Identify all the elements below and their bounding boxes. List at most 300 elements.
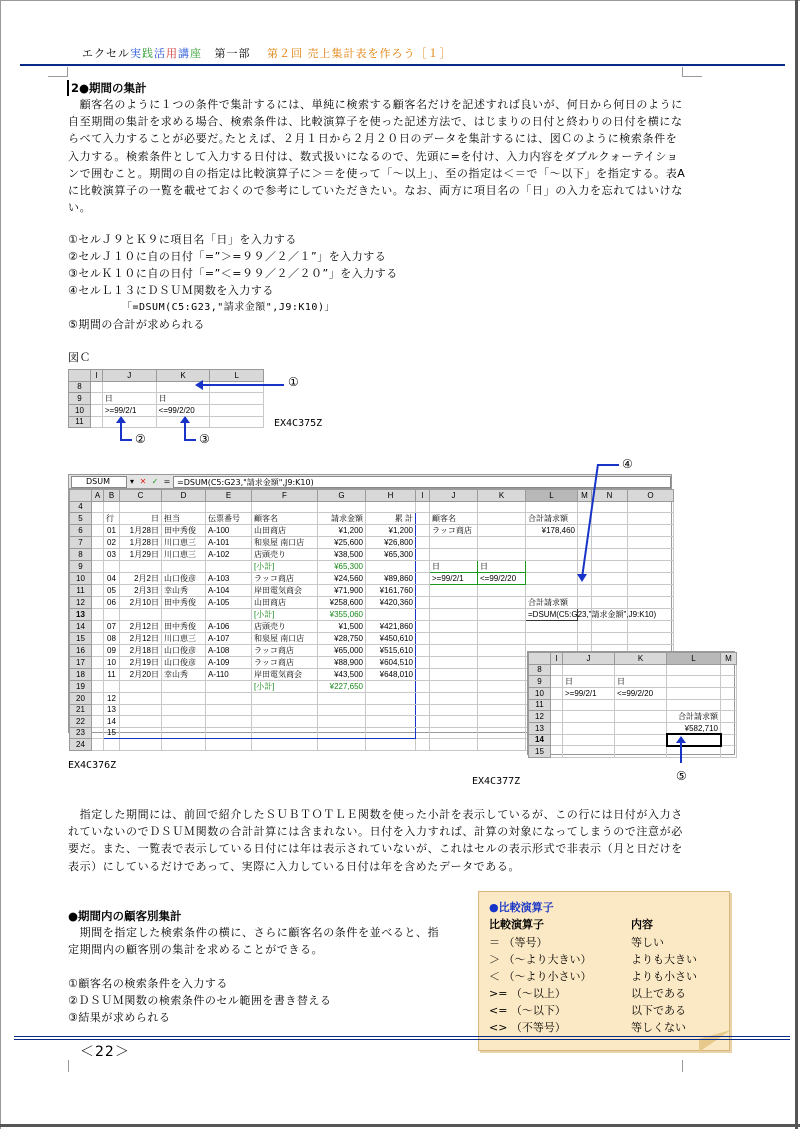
row-header[interactable]: 18 [70, 669, 92, 681]
cell[interactable] [206, 501, 252, 513]
step-3: ③セルＫ１０に自の日付「=”＜=９９／２／２０”」を入力する [68, 267, 398, 280]
operator-symbol: >= （～以上） [489, 987, 566, 1000]
cell[interactable] [563, 746, 615, 758]
table-row [529, 664, 737, 676]
step-2: ②セルＪ１０に自の日付「=”＞=９９／２／１”」を入力する [68, 250, 387, 263]
cell[interactable] [615, 711, 667, 723]
cell[interactable]: ¥26,800 [366, 537, 416, 549]
cell-k: <=99/2/20 [156, 405, 210, 417]
cell[interactable] [120, 681, 162, 693]
arrow-4-foot [597, 464, 619, 466]
cell[interactable]: ¥88,900 [318, 657, 366, 669]
cell[interactable] [563, 723, 615, 735]
cell[interactable] [615, 723, 667, 735]
formula-input[interactable]: =DSUM(C5:G23,"請求金額",J9:K10) [173, 476, 671, 488]
cell[interactable] [206, 681, 252, 693]
cell[interactable]: 2月18日 [120, 645, 162, 657]
cell[interactable] [206, 704, 252, 716]
cell[interactable]: 田中秀俊 [162, 597, 206, 609]
inset-spreadsheet [527, 651, 735, 755]
cell[interactable]: 08 [104, 633, 120, 645]
cell[interactable] [120, 609, 162, 621]
row-header[interactable]: 23 [70, 727, 92, 739]
col-header[interactable]: K [615, 653, 667, 665]
cell[interactable] [366, 693, 416, 705]
cell[interactable]: >=99/2/1 [563, 688, 615, 700]
arrow-3-foot [184, 439, 196, 441]
cell[interactable]: 合計請求額 [667, 711, 721, 723]
cell[interactable]: 田中秀俊 [162, 525, 206, 537]
cell[interactable]: 川口恵三 [162, 549, 206, 561]
cell[interactable]: 山田商店 [252, 597, 318, 609]
cell[interactable]: ¥604,510 [366, 657, 416, 669]
cell[interactable]: ¥89,860 [366, 573, 416, 585]
cell[interactable]: 03 [104, 549, 120, 561]
cell[interactable]: ¥227,650 [318, 681, 366, 693]
col-header[interactable]: L [667, 653, 721, 665]
cell[interactable]: ¥71,900 [318, 585, 366, 597]
cell[interactable]: ラッコ商店 [252, 657, 318, 669]
cell[interactable]: ¥355,060 [318, 609, 366, 621]
col-header[interactable]: D [162, 490, 206, 502]
row-header[interactable]: 24 [70, 739, 92, 751]
cell[interactable] [120, 501, 162, 513]
series-char: 座 [190, 47, 202, 60]
cell[interactable]: ¥648,010 [366, 669, 416, 681]
col-header: L [210, 370, 264, 382]
series-prefix: エクセル [82, 47, 130, 60]
cell[interactable]: A-101 [206, 537, 252, 549]
cell[interactable]: A-107 [206, 633, 252, 645]
cell[interactable] [104, 501, 120, 513]
row-header[interactable]: 8 [529, 664, 551, 676]
formula-cell[interactable]: =DSUM(C5:G23,"請求金額",J9:K10) [526, 609, 578, 621]
cell[interactable]: ¥178,460 [526, 525, 578, 537]
row-header[interactable]: 14 [529, 734, 551, 746]
crop-mark [682, 1060, 683, 1072]
row-header[interactable]: 13 [529, 723, 551, 735]
cell[interactable] [162, 501, 206, 513]
cell[interactable]: 店頭売り [252, 549, 318, 561]
cell[interactable]: A-108 [206, 645, 252, 657]
cell[interactable]: 行 [104, 513, 120, 525]
cell[interactable] [563, 734, 615, 746]
col-header[interactable]: A [92, 490, 104, 502]
table-row [70, 597, 674, 609]
cell[interactable]: 02 [104, 537, 120, 549]
cell[interactable]: ¥28,750 [318, 633, 366, 645]
row-header[interactable]: 4 [70, 501, 92, 513]
cell[interactable] [366, 727, 416, 739]
cell[interactable]: 顧客名 [252, 513, 318, 525]
operator-symbol: <= （～以下） [489, 1004, 566, 1017]
cell[interactable]: >=99/2/1 [430, 573, 478, 585]
cell[interactable] [366, 681, 416, 693]
cell[interactable] [206, 739, 252, 751]
cell[interactable]: 2月12日 [120, 621, 162, 633]
table-row [529, 746, 737, 758]
row-header[interactable]: 15 [529, 746, 551, 758]
cell[interactable] [120, 561, 162, 573]
cell[interactable] [667, 664, 721, 676]
cell[interactable]: [小計] [252, 561, 318, 573]
cell[interactable] [667, 676, 721, 688]
section-title: 2●期間の集計 [67, 80, 147, 96]
cell[interactable] [318, 693, 366, 705]
cell[interactable] [206, 727, 252, 739]
col-header[interactable]: J [430, 490, 478, 502]
cell[interactable]: 幸山秀 [162, 669, 206, 681]
cell[interactable]: 山口俊彦 [162, 657, 206, 669]
table-row [529, 688, 737, 700]
cell[interactable]: ¥65,300 [366, 549, 416, 561]
step-5: ⑤期間の合計が求められる [68, 318, 205, 331]
cell[interactable]: 13 [104, 704, 120, 716]
cell[interactable]: 14 [104, 716, 120, 728]
cell[interactable]: 川口恵三 [162, 537, 206, 549]
cell[interactable]: <=99/2/20 [478, 573, 526, 585]
arrow-2-head [116, 416, 126, 423]
operator-desc: 等しい [631, 936, 664, 949]
row-header[interactable]: 14 [70, 621, 92, 633]
cell[interactable]: 合計請求額 [526, 513, 578, 525]
step-1: ①セルＪ９とＫ９に項目名「日」を入力する [68, 233, 297, 246]
row-header[interactable]: 21 [70, 704, 92, 716]
cell[interactable] [206, 609, 252, 621]
col-header[interactable] [529, 653, 551, 665]
row-header[interactable]: 17 [70, 657, 92, 669]
marker-1: ① [288, 375, 299, 389]
row-header[interactable]: 10 [529, 688, 551, 700]
cell[interactable]: 請求金額 [318, 513, 366, 525]
cell-j: 日 [102, 393, 156, 405]
cell[interactable] [252, 704, 318, 716]
cell[interactable]: 2月12日 [120, 633, 162, 645]
cell[interactable]: ラッコ商店 [252, 573, 318, 585]
cell[interactable]: ラッコ商店 [430, 525, 478, 537]
col-header[interactable] [70, 490, 92, 502]
col-header[interactable]: N [592, 490, 628, 502]
cell[interactable] [162, 739, 206, 751]
cell-j [102, 416, 156, 428]
cell[interactable] [667, 734, 721, 746]
cell[interactable]: 12 [104, 693, 120, 705]
cell[interactable]: 累 計 [366, 513, 416, 525]
cell[interactable]: ¥515,610 [366, 645, 416, 657]
operator-desc: よりも小さい [631, 970, 697, 983]
cell[interactable]: [小計] [252, 609, 318, 621]
cell[interactable] [252, 727, 318, 739]
col-header[interactable]: H [366, 490, 416, 502]
cell[interactable] [252, 693, 318, 705]
table-row [70, 537, 674, 549]
cell[interactable] [366, 704, 416, 716]
cell[interactable] [615, 746, 667, 758]
row-header[interactable]: 12 [70, 597, 92, 609]
header-part: 第一部 [214, 47, 251, 60]
cell[interactable] [318, 739, 366, 751]
cell[interactable]: 2月3日 [120, 585, 162, 597]
cell[interactable]: ¥25,600 [318, 537, 366, 549]
cell[interactable] [366, 716, 416, 728]
figure-c-label: 図Ｃ [68, 351, 91, 364]
cell[interactable] [366, 561, 416, 573]
cell[interactable]: 日 [615, 676, 667, 688]
row-header[interactable]: 9 [70, 561, 92, 573]
col-header[interactable]: M [721, 653, 737, 665]
sheet-code: EX4C376Z [68, 760, 117, 771]
cell[interactable]: ¥43,500 [318, 669, 366, 681]
cell[interactable]: 2月2日 [120, 573, 162, 585]
cell[interactable]: <=99/2/20 [615, 688, 667, 700]
row-header[interactable]: 5 [70, 513, 92, 525]
body-paragraph: 指定した期間には、前回で紹介したＳＵＢＴＯＴＬＥ関数を使った小計を表示しているが、この行には日付が入力されていないのでＤＳＵＭ関数の合計計算には含まれない。日付を入力すれば、計算の対象になってしまうので注意が必要だ。また、一覧表で表示している日付には年は表示されていないが、これはセルの表示形式で非表示（月と日だけを表示）にしているだけであって、実際に入力している日付は年を含めたデータである。 [68, 808, 683, 873]
cell[interactable] [104, 609, 120, 621]
cell[interactable] [615, 699, 667, 711]
equals-icon: = [163, 477, 171, 486]
cell[interactable]: 山口俊彦 [162, 573, 206, 585]
cell[interactable]: 合計請求額 [526, 597, 578, 609]
cell[interactable] [104, 561, 120, 573]
crop-mark [682, 67, 702, 77]
operator-symbol: ＝ （等号） [489, 936, 548, 949]
crop-mark [68, 1060, 69, 1072]
row-header[interactable]: 6 [70, 525, 92, 537]
description-col-header: 内容 [631, 918, 653, 931]
col-header[interactable]: B [104, 490, 120, 502]
cell[interactable]: A-106 [206, 621, 252, 633]
row-header[interactable]: 10 [70, 573, 92, 585]
cell[interactable]: A-102 [206, 549, 252, 561]
header-chapter: 第２回 売上集計表を作ろう［１］ [267, 47, 452, 60]
cell[interactable]: ¥421,860 [366, 621, 416, 633]
cell[interactable] [120, 739, 162, 751]
cell[interactable]: ¥24,560 [318, 573, 366, 585]
cancel-icon[interactable]: ✕ [139, 477, 147, 486]
cell[interactable] [104, 681, 120, 693]
cell[interactable]: 山田商店 [252, 525, 318, 537]
row-header[interactable]: 7 [70, 537, 92, 549]
cell[interactable] [162, 561, 206, 573]
col-header[interactable]: F [252, 490, 318, 502]
row-header[interactable]: 16 [70, 645, 92, 657]
cell[interactable]: 11 [104, 669, 120, 681]
cell[interactable] [615, 734, 667, 746]
cell[interactable]: 2月20日 [120, 669, 162, 681]
cell[interactable] [318, 501, 366, 513]
section2-title: ●期間内の顧客別集計 [68, 909, 182, 923]
col-header[interactable]: O [628, 490, 674, 502]
cell[interactable]: 1月29日 [120, 549, 162, 561]
cell[interactable] [563, 664, 615, 676]
cell[interactable]: ¥65,000 [318, 645, 366, 657]
cell[interactable] [563, 699, 615, 711]
cell[interactable] [162, 704, 206, 716]
cell[interactable]: 07 [104, 621, 120, 633]
arrow-1-head [195, 380, 203, 390]
cell[interactable]: 担当 [162, 513, 206, 525]
cell[interactable] [206, 716, 252, 728]
cell[interactable] [162, 681, 206, 693]
cell[interactable] [206, 561, 252, 573]
cell[interactable]: ¥1,500 [318, 621, 366, 633]
cell[interactable]: ¥1,200 [318, 525, 366, 537]
col-header: J [102, 370, 156, 382]
cell[interactable]: ¥38,500 [318, 549, 366, 561]
table-row [529, 734, 737, 746]
operator-table-title: ●比較演算子 [489, 901, 554, 914]
cell[interactable]: A-100 [206, 525, 252, 537]
cell[interactable]: 岸田電気商会 [252, 585, 318, 597]
cell[interactable]: A-110 [206, 669, 252, 681]
cell[interactable]: 2月19日 [120, 657, 162, 669]
cell[interactable] [162, 609, 206, 621]
cell[interactable]: ¥161,760 [366, 585, 416, 597]
operator-symbol: <> （不等号） [489, 1021, 566, 1034]
cell[interactable]: 04 [104, 573, 120, 585]
row-header: 11 [69, 416, 91, 428]
cell[interactable] [252, 501, 318, 513]
col-header[interactable]: K [478, 490, 526, 502]
cell[interactable]: 山口俊彦 [162, 645, 206, 657]
cell[interactable]: 15 [104, 727, 120, 739]
row-header[interactable]: 20 [70, 693, 92, 705]
row-header: 10 [69, 405, 91, 417]
cell[interactable]: ¥582,710 [667, 723, 721, 735]
col-header[interactable]: E [206, 490, 252, 502]
cell[interactable]: ¥65,300 [318, 561, 366, 573]
cell[interactable]: ¥1,200 [366, 525, 416, 537]
row-header[interactable]: 12 [529, 711, 551, 723]
cell-j: >=99/2/1 [102, 405, 156, 417]
row-header: 8 [69, 381, 91, 393]
cell[interactable]: 伝票番号 [206, 513, 252, 525]
cell[interactable] [366, 609, 416, 621]
cell[interactable]: ¥450,610 [366, 633, 416, 645]
col-header[interactable]: I [416, 490, 430, 502]
cell[interactable]: 1月28日 [120, 537, 162, 549]
cell[interactable] [162, 693, 206, 705]
cell[interactable]: 1月28日 [120, 525, 162, 537]
cell[interactable] [120, 727, 162, 739]
cell[interactable]: A-105 [206, 597, 252, 609]
table-row [529, 723, 737, 735]
header-rule [20, 64, 785, 66]
row-header[interactable]: 22 [70, 716, 92, 728]
crop-mark [48, 67, 68, 77]
cell[interactable] [318, 716, 366, 728]
cell[interactable] [162, 716, 206, 728]
row-header[interactable]: 11 [529, 699, 551, 711]
cell[interactable]: ラッコ商店 [252, 645, 318, 657]
cell[interactable]: 幸山秀 [162, 585, 206, 597]
cell[interactable] [120, 716, 162, 728]
cell[interactable]: 2月10日 [120, 597, 162, 609]
row-header[interactable]: 15 [70, 633, 92, 645]
cell[interactable]: 日 [120, 513, 162, 525]
cell[interactable] [366, 501, 416, 513]
cell[interactable]: 06 [104, 597, 120, 609]
page-curl [699, 1030, 731, 1052]
enter-icon[interactable]: ✓ [151, 477, 159, 486]
cell[interactable]: 05 [104, 585, 120, 597]
cell[interactable] [120, 693, 162, 705]
cell[interactable] [366, 739, 416, 751]
cell[interactable]: 和泉屋 南口店 [252, 633, 318, 645]
cell[interactable]: 和泉屋 南口店 [252, 537, 318, 549]
cell[interactable] [563, 711, 615, 723]
cell[interactable]: A-103 [206, 573, 252, 585]
cell[interactable]: A-109 [206, 657, 252, 669]
cell[interactable]: 田中秀俊 [162, 621, 206, 633]
cell[interactable] [667, 688, 721, 700]
cell[interactable]: 日 [478, 561, 526, 573]
figure-c-code: EX4C375Z [274, 418, 323, 429]
row-header[interactable]: 19 [70, 681, 92, 693]
name-box[interactable]: DSUM [71, 476, 127, 488]
page-number: ＜22＞ [80, 1044, 130, 1060]
cell[interactable]: ¥420,360 [366, 597, 416, 609]
cell[interactable]: A-104 [206, 585, 252, 597]
section2-step: ②ＤＳＵＭ関数の検索条件のセル範囲を書き替える [68, 994, 332, 1007]
footer-rule [14, 1036, 790, 1037]
col-header[interactable]: G [318, 490, 366, 502]
cell[interactable]: 店頭売り [252, 621, 318, 633]
formula-bar [69, 475, 671, 489]
cell[interactable]: 川口恵三 [162, 633, 206, 645]
col-header[interactable]: C [120, 490, 162, 502]
cell[interactable]: 10 [104, 657, 120, 669]
marker-4: ④ [622, 457, 633, 471]
cell[interactable]: 顧客名 [430, 513, 478, 525]
row-header[interactable]: 8 [70, 549, 92, 561]
row-header[interactable]: 11 [70, 585, 92, 597]
cell[interactable]: 日 [430, 561, 478, 573]
cell[interactable]: 01 [104, 525, 120, 537]
row-header[interactable]: 9 [529, 676, 551, 688]
figure-c-grid [68, 369, 264, 428]
cell[interactable] [615, 664, 667, 676]
marker-2: ② [135, 432, 146, 446]
cell[interactable] [120, 704, 162, 716]
cell[interactable] [252, 739, 318, 751]
page-border-bottom [0, 1124, 800, 1127]
cell[interactable] [667, 699, 721, 711]
cell[interactable] [318, 704, 366, 716]
cell[interactable] [252, 716, 318, 728]
marker-3: ③ [199, 432, 210, 446]
row-header[interactable]: 13 [70, 609, 92, 621]
cell[interactable]: ¥258,600 [318, 597, 366, 609]
cell[interactable] [162, 727, 206, 739]
col-header[interactable]: L [526, 490, 578, 502]
col-header[interactable]: M [578, 490, 592, 502]
col-header [69, 370, 91, 382]
cell[interactable] [667, 746, 721, 758]
cell[interactable] [318, 727, 366, 739]
cell[interactable]: 岸田電気商会 [252, 669, 318, 681]
operator-symbol: ＜ （～より小さい） [489, 970, 592, 983]
col-header[interactable]: J [563, 653, 615, 665]
cell[interactable]: [小計] [252, 681, 318, 693]
cell[interactable] [104, 739, 120, 751]
col-header[interactable]: I [551, 653, 563, 665]
cell[interactable]: 09 [104, 645, 120, 657]
series-char: 用 [166, 47, 178, 60]
cell[interactable] [206, 693, 252, 705]
table-row [70, 609, 674, 621]
cell[interactable]: 日 [563, 676, 615, 688]
